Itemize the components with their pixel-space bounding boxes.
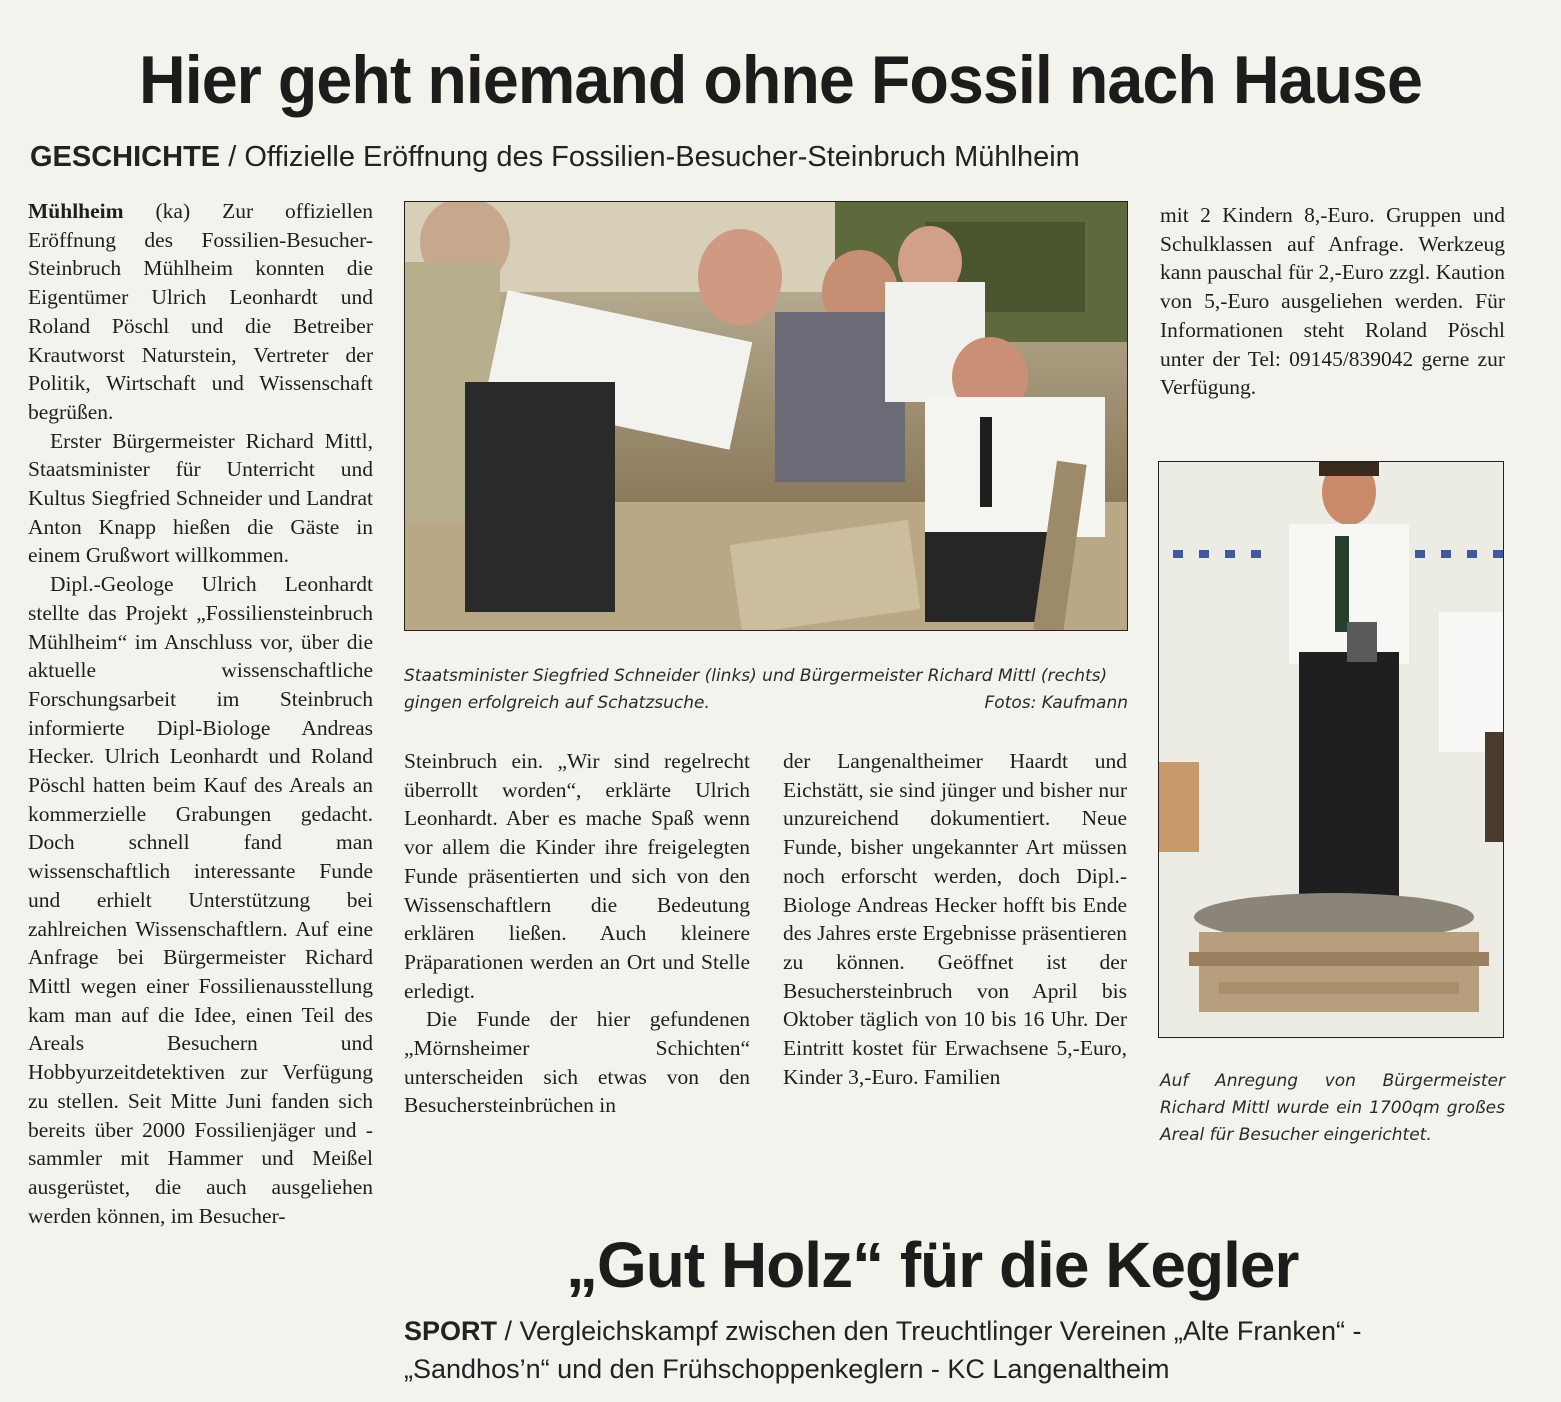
paragraph: Die Funde der hier gefundenen „Mörnsheimer Schichten“ unterscheiden sich etwas von den Besuchersteinbrüchen in bbox=[404, 1007, 750, 1118]
article-kicker bbox=[30, 134, 1510, 180]
section-tag: SPORT bbox=[404, 1316, 498, 1346]
kicker-separator: / bbox=[497, 1316, 520, 1346]
second-article-kicker bbox=[404, 1312, 1524, 1388]
second-article-headline: „Gut Holz“ für die Kegler bbox=[566, 1229, 1299, 1301]
photo-credit: Fotos: Kaufmann bbox=[984, 693, 1128, 713]
kicker-line bbox=[404, 1312, 1524, 1350]
caption-line: gingen erfolgreich auf Schatzsuche. bbox=[404, 693, 710, 713]
kicker-separator: / bbox=[220, 141, 245, 173]
section-tag: GESCHICHTE bbox=[30, 141, 221, 173]
photo-caption-2: Auf Anregung von Bürgermeister Richard Mittl wurde ein 1700qm großes Areal für Besucher eingerichtet. bbox=[1160, 1071, 1505, 1145]
article-headline: Hier geht niemand ohne Fossil nach Hause bbox=[138, 42, 1422, 118]
article-column-4 bbox=[1160, 201, 1505, 402]
photo-speaker-podium-icon bbox=[1159, 462, 1504, 1038]
paragraph: der Langenaltheimer Haardt und Eichstätt, sie sind jünger und bisher nur unzureichend dokumentiert. Neue Funde, bisher ungekannter Art müssen noch erforscht werden, doch Dipl.-Biologe Andreas Hecker hofft bis Ende des Jahres erste Ergebnisse präsentieren zu können. Geöffnet ist der Besuchersteinbruch von April bis Oktober täglich von 10 bis 16 Uhr. Der Eintritt kostet für Erwachsene 5,-Euro, Kinder 3,-Euro. Familien bbox=[783, 749, 1127, 1089]
caption-line: Staatsminister Siegfried Schneider (links) und Bürgermeister Richard Mittl (rechts) bbox=[404, 666, 1108, 686]
paragraph-text: (ka) Zur offiziellen Eröffnung des Fossilien-Besucher-Steinbruch Mühlheim konnten die Eigentümer Ulrich Leonhardt und Roland Pöschl und die Betreiber Krautworst Naturstein, Vertreter der Politik, Wirtschaft und Wissenschaft begrüßen. bbox=[28, 199, 373, 424]
photo-group-digging-icon bbox=[405, 202, 1128, 631]
article-column-1 bbox=[28, 197, 373, 1230]
article-column-2 bbox=[404, 747, 750, 1120]
paragraph: Steinbruch ein. „Wir sind regelrecht überrollt worden“, erklärte Ulrich Leonhardt. Aber es mache Spaß wenn vor allem die Kinder ihre freigelegten Funde präsentierten und sich von den Wissenschaftlern die Bedeutung erklären ließen. Auch kleinere Präparationen werden an Ort und Stelle erledigt. bbox=[404, 749, 750, 1003]
paragraph: mit 2 Kindern 8,-Euro. Gruppen und Schulklassen auf Anfrage. Werkzeug kann pauschal für 2,-Euro zzgl. Kaution von 5,-Euro ausgeliehen werden. Für Informationen steht Roland Pöschl unter der Tel: 09145/839042 gerne zur Verfügung. bbox=[1160, 203, 1505, 400]
paragraph: Dipl.-Geologe Ulrich Leonhardt stellte das Projekt „Fossiliensteinbruch Mühlheim“ im Anschluss vor, über die aktuelle wissenschaftliche Forschungsarbeit im Steinbruch informierte Dipl-Biologe Andreas Hecker. Ulrich Leonhardt und Roland Pöschl hatten beim Kauf des Areals an kommerzielle Grabungen gedacht. Doch schnell fand man wissenschaftlich interessante Funde und erhielt Unterstützung bei zahlreichen Wissenschaftlern. Auf eine Anfrage bei Bürgermeister Richard Mittl wegen einer Fossilienausstellung kam man auf die Idee, einen Teil des Areals Besuchern und Hobbyurzeitdetektiven zur Verfügung zu stellen. Seit Mitte Juni fanden sich bereits über 2000 Fossilienjäger und -sammler mit Hammer und Meißel ausgerüstet, die auch ausgeliehen werden können, im Besucher- bbox=[28, 572, 373, 1228]
paragraph: Erster Bürgermeister Richard Mittl, Staatsminister für Unterricht und Kultus Siegfried Schneider und Landrat Anton Knapp hießen die Gäste in einem Grußwort willkommen. bbox=[28, 428, 373, 568]
kicker-line: „Sandhos’n“ und den Frühschoppenkeglern - KC Langenaltheim bbox=[404, 1354, 1170, 1384]
photo-speaker bbox=[1158, 461, 1504, 1038]
photo-caption-1 bbox=[404, 663, 1128, 717]
kicker-text: Offizielle Eröffnung des Fossilien-Besucher-Steinbruch Mühlheim bbox=[244, 141, 1080, 173]
kicker-text: Vergleichskampf zwischen den Treuchtlinger Vereinen „Alte Franken“ - bbox=[519, 1316, 1362, 1346]
dateline-location: Mühlheim bbox=[28, 199, 124, 223]
photo-fossil-dig bbox=[404, 201, 1128, 631]
article-column-3 bbox=[783, 747, 1127, 1091]
paragraph bbox=[28, 197, 373, 427]
